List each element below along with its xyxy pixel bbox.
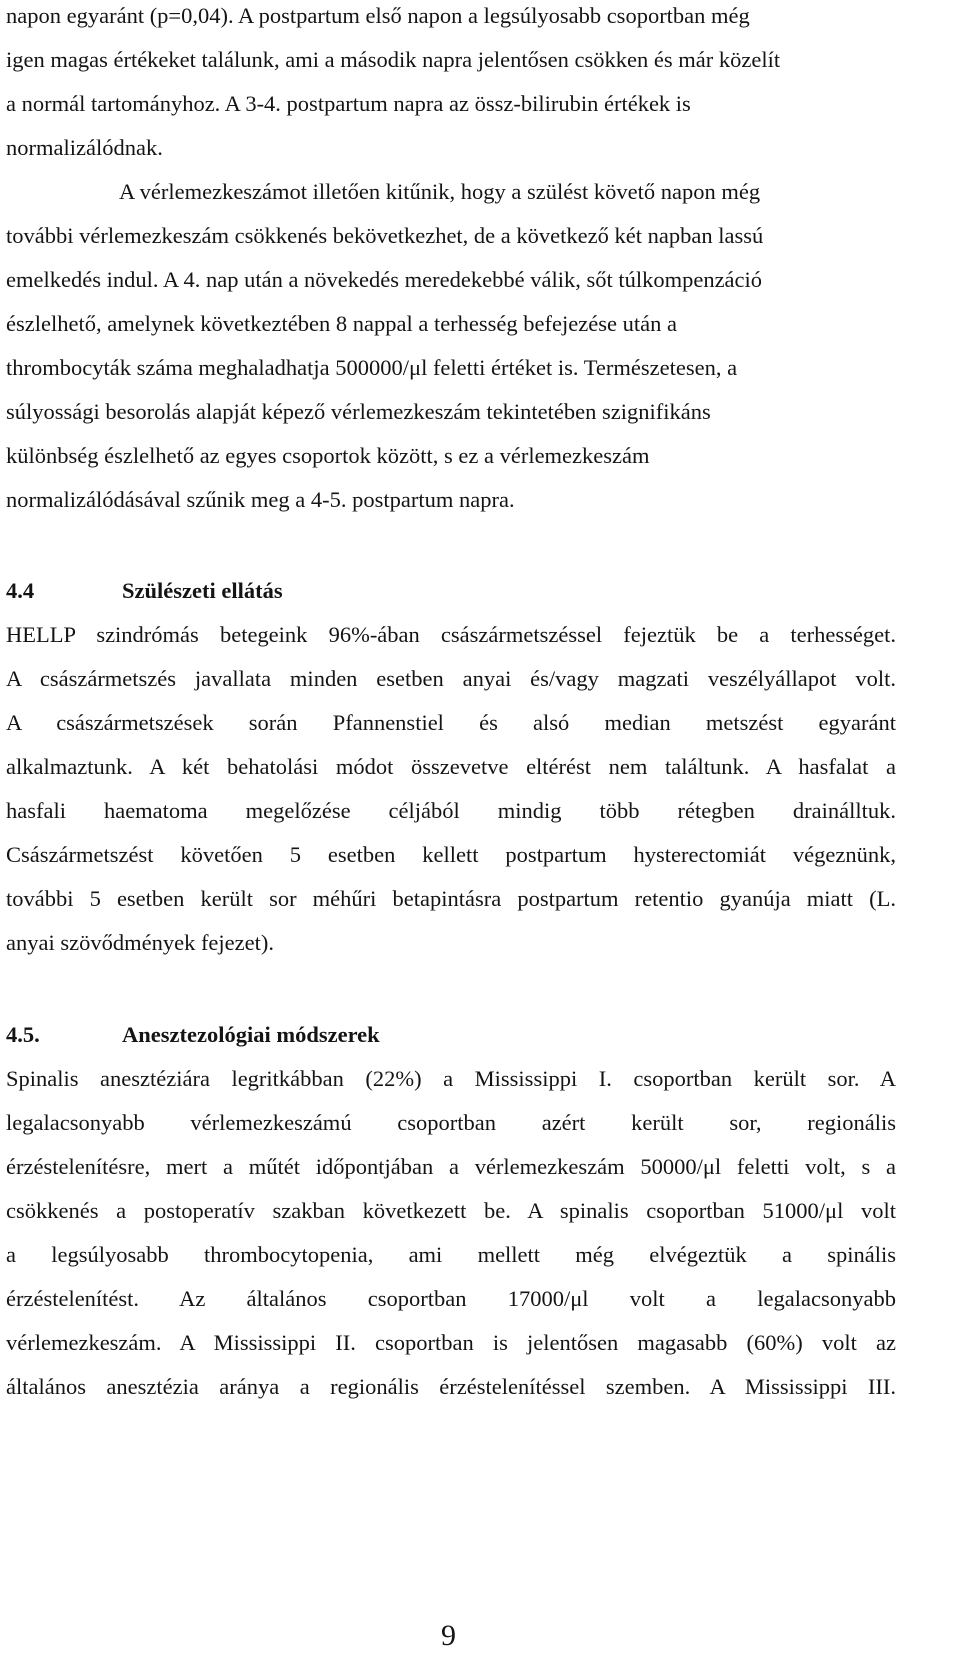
section-4-5-line: legalacsonyabb vérlemezkeszámú csoportban azért került sor, regionális [6, 1110, 896, 1135]
section-4-4-line: A császármetszés javallata minden esetben anyai és/vagy magzati veszélyállapot volt. [6, 666, 896, 691]
section-number: 4.4 [6, 578, 35, 603]
paragraph-2-line: emelkedés indul. A 4. nap után a növekedés meredekebbé válik, sőt túlkompenzáció [6, 267, 763, 292]
section-4-4-line: Császármetszést követően 5 esetben kellett postpartum hysterectomiát végeznünk, [6, 842, 896, 867]
section-4-4-line: anyai szövődmények fejezet). [6, 930, 275, 955]
paragraph-2-line: további vérlemezkeszám csökkenés bekövetkezhet, de a következő két napban lassú [6, 223, 764, 248]
section-4-4-line: további 5 esetben került sor méhűri betapintásra postpartum retentio gyanúja miatt (L. [6, 886, 896, 911]
paragraph-1-line: napon egyaránt (p=0,04). A postpartum első napon a legsúlyosabb csoportban még [6, 3, 750, 28]
section-4-5-line: vérlemezkeszám. A Mississippi II. csoportban is jelentősen magasabb (60%) volt az [6, 1330, 896, 1355]
paragraph-1-line: a normál tartományhoz. A 3-4. postpartum napra az össz-bilirubin értékek is [6, 91, 691, 116]
paragraph-2-line: súlyossági besorolás alapját képező vérlemezkeszám tekintetében szignifikáns [6, 399, 711, 424]
section-heading-4-5 [6, 1020, 380, 1050]
section-4-5-line: általános anesztézia aránya a regionális érzéstelenítéssel szemben. A Mississippi III. [6, 1374, 896, 1399]
paragraph-2-line: normalizálódásával szűnik meg a 4-5. postpartum napra. [6, 487, 515, 512]
section-4-5-line: érzéstelenítésre, mert a műtét időpontjában a vérlemezkeszám 50000/μl feletti volt, s a [6, 1154, 896, 1179]
section-4-4-line: HELLP szindrómás betegeink 96%-ában császármetszéssel fejeztük be a terhességet. [6, 622, 896, 647]
paragraph-2-line: észlelhető, amelynek következtében 8 nappal a terhesség befejezése után a [6, 311, 677, 336]
section-4-4-line: hasfali haematoma megelőzése céljából mindig több rétegben drainálltuk. [6, 798, 896, 823]
paragraph-2-line: különbség észlelhető az egyes csoportok között, s ez a vérlemezkeszám [6, 443, 650, 468]
section-title: Anesztezológiai módszerek [122, 1022, 380, 1047]
section-4-5-line: Spinalis anesztéziára legritkábban (22%) a Mississippi I. csoportban került sor. A [6, 1066, 896, 1091]
paragraph-2-line: A vérlemezkeszámot illetően kitűnik, hogy a szülést követő napon még [119, 179, 761, 204]
section-4-5-line: a legsúlyosabb thrombocytopenia, ami mellett még elvégeztük a spinális [6, 1242, 896, 1267]
section-4-5-line: csökkenés a postoperatív szakban következett be. A spinalis csoportban 51000/μl volt [6, 1198, 896, 1223]
paragraph-1-line: normalizálódnak. [6, 135, 163, 160]
section-number: 4.5. [6, 1022, 40, 1047]
section-heading-4-4 [6, 576, 283, 606]
paragraph-2-line: thrombocyták száma meghaladhatja 500000/μl feletti értéket is. Természetesen, a [6, 355, 738, 380]
section-4-4-line: A császármetszések során Pfannenstiel és alsó median metszést egyaránt [6, 710, 896, 735]
section-title: Szülészeti ellátás [122, 578, 283, 603]
section-4-4-line: alkalmaztunk. A két behatolási módot összevetve eltérést nem találtunk. A hasfalat a [6, 754, 896, 779]
section-4-5-line: érzéstelenítést. Az általános csoportban 17000/μl volt a legalacsonyabb [6, 1286, 896, 1311]
paragraph-1-line: igen magas értékeket találunk, ami a második napra jelentősen csökken és már közelít [6, 47, 781, 72]
page-number: 9 [441, 1619, 456, 1652]
